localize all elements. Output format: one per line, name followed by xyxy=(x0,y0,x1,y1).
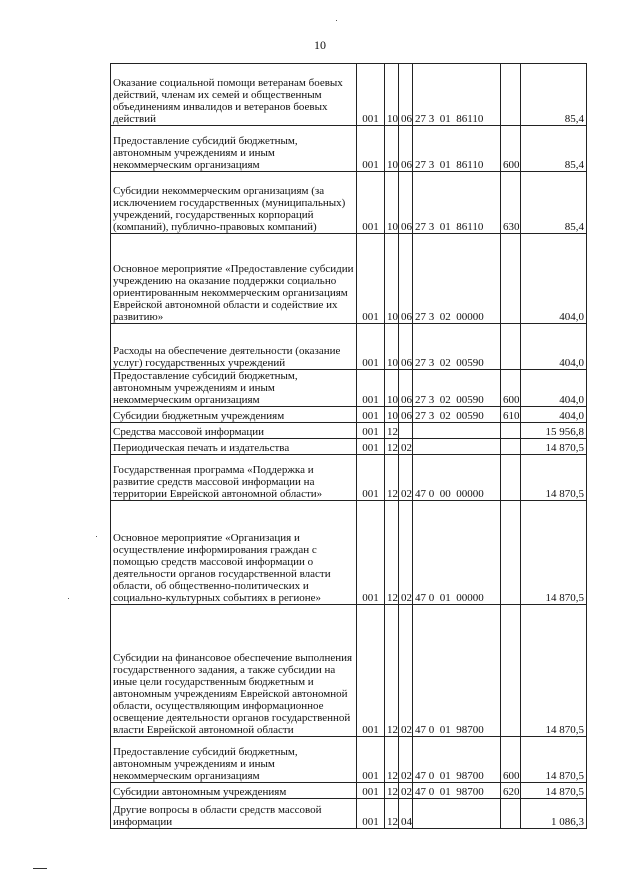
section-code-cell: 12 xyxy=(385,423,399,439)
amount-cell: 14 870,5 xyxy=(521,737,587,783)
section-code-cell: 10 xyxy=(385,172,399,234)
section-code-cell: 10 xyxy=(385,324,399,370)
subsection-code-cell: 04 xyxy=(399,799,413,829)
target-article-cell: 27 3 02 00590 xyxy=(413,370,501,407)
amount-cell: 404,0 xyxy=(521,370,587,407)
subsection-code-cell: 06 xyxy=(399,172,413,234)
ministry-code-cell: 001 xyxy=(357,455,385,501)
amount-cell: 404,0 xyxy=(521,407,587,423)
table-row xyxy=(111,455,587,501)
subsection-code-cell: 06 xyxy=(399,234,413,324)
target-article-cell: 27 3 02 00590 xyxy=(413,324,501,370)
table-row xyxy=(111,783,587,799)
subsection-code-cell: 02 xyxy=(399,605,413,737)
table-row xyxy=(111,605,587,737)
ministry-code-cell: 001 xyxy=(357,501,385,605)
subsection-code-cell: 06 xyxy=(399,407,413,423)
amount-cell: 15 956,8 xyxy=(521,423,587,439)
budget-table xyxy=(110,63,587,829)
row-name-cell: Субсидии на финансовое обеспечение выполнения государственного задания, а также субсидии на иные цели государственным бюджетным и автономным учреждениям Еврейской автономной области, осуществляющим информационное освещение деятельности органов государственной власти Еврейской автономной области xyxy=(111,605,357,737)
section-code-cell: 10 xyxy=(385,370,399,407)
expense-type-cell: 630 xyxy=(501,172,521,234)
budget-table-body xyxy=(111,64,587,829)
section-code-cell: 12 xyxy=(385,501,399,605)
target-article-cell: 27 3 01 86110 xyxy=(413,64,501,126)
section-code-cell: 12 xyxy=(385,799,399,829)
expense-type-cell: 600 xyxy=(501,370,521,407)
table-row xyxy=(111,172,587,234)
scan-speck xyxy=(336,20,337,21)
table-row xyxy=(111,799,587,829)
section-code-cell: 12 xyxy=(385,439,399,455)
expense-type-cell xyxy=(501,799,521,829)
margin-dash xyxy=(33,868,47,869)
scan-speck xyxy=(96,536,97,537)
amount-cell: 14 870,5 xyxy=(521,605,587,737)
section-code-cell: 10 xyxy=(385,407,399,423)
row-name-cell: Субсидии бюджетным учреждениям xyxy=(111,407,357,423)
ministry-code-cell: 001 xyxy=(357,605,385,737)
expense-type-cell xyxy=(501,501,521,605)
expense-type-cell: 610 xyxy=(501,407,521,423)
ministry-code-cell: 001 xyxy=(357,783,385,799)
row-name-cell: Средства массовой информации xyxy=(111,423,357,439)
expense-type-cell: 600 xyxy=(501,126,521,172)
expense-type-cell xyxy=(501,423,521,439)
amount-cell: 85,4 xyxy=(521,172,587,234)
row-name-cell: Основное мероприятие «Предоставление субсидии учреждению на оказание поддержки социально ориентированным некоммерческим организациям Еврейской автономной области и содействие их развитию» xyxy=(111,234,357,324)
subsection-code-cell: 02 xyxy=(399,783,413,799)
section-code-cell: 10 xyxy=(385,126,399,172)
amount-cell: 14 870,5 xyxy=(521,501,587,605)
row-name-cell: Другие вопросы в области средств массовой информации xyxy=(111,799,357,829)
ministry-code-cell: 001 xyxy=(357,799,385,829)
table-row xyxy=(111,324,587,370)
subsection-code-cell: 06 xyxy=(399,370,413,407)
ministry-code-cell: 001 xyxy=(357,423,385,439)
target-article-cell: 27 3 01 86110 xyxy=(413,172,501,234)
row-name-cell: Предоставление субсидий бюджетным, автономным учреждениям и иным некоммерческим организациям xyxy=(111,737,357,783)
amount-cell: 1 086,3 xyxy=(521,799,587,829)
row-name-cell: Субсидии автономным учреждениям xyxy=(111,783,357,799)
expense-type-cell xyxy=(501,64,521,126)
table-row xyxy=(111,501,587,605)
ministry-code-cell: 001 xyxy=(357,64,385,126)
ministry-code-cell: 001 xyxy=(357,370,385,407)
amount-cell: 14 870,5 xyxy=(521,439,587,455)
row-name-cell: Периодическая печать и издательства xyxy=(111,439,357,455)
target-article-cell xyxy=(413,439,501,455)
amount-cell: 14 870,5 xyxy=(521,455,587,501)
table-row xyxy=(111,64,587,126)
expense-type-cell xyxy=(501,455,521,501)
table-row xyxy=(111,126,587,172)
expense-type-cell: 600 xyxy=(501,737,521,783)
row-name-cell: Государственная программа «Поддержка и развитие средств массовой информации на территории Еврейской автономной области» xyxy=(111,455,357,501)
ministry-code-cell: 001 xyxy=(357,234,385,324)
subsection-code-cell: 02 xyxy=(399,455,413,501)
amount-cell: 404,0 xyxy=(521,324,587,370)
table-row xyxy=(111,407,587,423)
section-code-cell: 12 xyxy=(385,737,399,783)
table-row xyxy=(111,737,587,783)
scan-speck xyxy=(68,598,69,599)
target-article-cell: 47 0 01 98700 xyxy=(413,737,501,783)
target-article-cell: 47 0 01 98700 xyxy=(413,605,501,737)
row-name-cell: Предоставление субсидий бюджетным, автономным учреждениям и иным некоммерческим организациям xyxy=(111,126,357,172)
target-article-cell xyxy=(413,799,501,829)
subsection-code-cell: 06 xyxy=(399,126,413,172)
subsection-code-cell xyxy=(399,423,413,439)
ministry-code-cell: 001 xyxy=(357,737,385,783)
section-code-cell: 10 xyxy=(385,64,399,126)
target-article-cell: 27 3 02 00590 xyxy=(413,407,501,423)
row-name-cell: Основное мероприятие «Организация и осуществление информирования граждан с помощью средств массовой информации о деятельности органов государственной власти области, об общественно-политических и социально-культурных событиях в регионе» xyxy=(111,501,357,605)
section-code-cell: 12 xyxy=(385,783,399,799)
amount-cell: 85,4 xyxy=(521,64,587,126)
table-row xyxy=(111,423,587,439)
expense-type-cell: 620 xyxy=(501,783,521,799)
ministry-code-cell: 001 xyxy=(357,172,385,234)
ministry-code-cell: 001 xyxy=(357,126,385,172)
target-article-cell: 27 3 02 00000 xyxy=(413,234,501,324)
table-row xyxy=(111,370,587,407)
ministry-code-cell: 001 xyxy=(357,407,385,423)
target-article-cell xyxy=(413,423,501,439)
subsection-code-cell: 02 xyxy=(399,501,413,605)
section-code-cell: 12 xyxy=(385,455,399,501)
target-article-cell: 27 3 01 86110 xyxy=(413,126,501,172)
target-article-cell: 47 0 01 00000 xyxy=(413,501,501,605)
target-article-cell: 47 0 00 00000 xyxy=(413,455,501,501)
expense-type-cell xyxy=(501,324,521,370)
page-number: 10 xyxy=(314,38,326,52)
target-article-cell: 47 0 01 98700 xyxy=(413,783,501,799)
table-row xyxy=(111,439,587,455)
expense-type-cell xyxy=(501,234,521,324)
ministry-code-cell: 001 xyxy=(357,324,385,370)
row-name-cell: Предоставление субсидий бюджетным, автономным учреждениям и иным некоммерческим организациям xyxy=(111,370,357,407)
row-name-cell: Оказание социальной помощи ветеранам боевых действий, членам их семей и общественным объединениям инвалидов и ветеранов боевых действий xyxy=(111,64,357,126)
section-code-cell: 12 xyxy=(385,605,399,737)
expense-type-cell xyxy=(501,439,521,455)
row-name-cell: Субсидии некоммерческим организациям (за исключением государственных (муниципальных) учреждений, государственных корпораций (компаний), публично-правовых компаний) xyxy=(111,172,357,234)
subsection-code-cell: 02 xyxy=(399,439,413,455)
subsection-code-cell: 06 xyxy=(399,64,413,126)
amount-cell: 85,4 xyxy=(521,126,587,172)
subsection-code-cell: 02 xyxy=(399,737,413,783)
subsection-code-cell: 06 xyxy=(399,324,413,370)
expense-type-cell xyxy=(501,605,521,737)
amount-cell: 404,0 xyxy=(521,234,587,324)
table-row xyxy=(111,234,587,324)
section-code-cell: 10 xyxy=(385,234,399,324)
ministry-code-cell: 001 xyxy=(357,439,385,455)
amount-cell: 14 870,5 xyxy=(521,783,587,799)
row-name-cell: Расходы на обеспечение деятельности (оказание услуг) государственных учреждений xyxy=(111,324,357,370)
